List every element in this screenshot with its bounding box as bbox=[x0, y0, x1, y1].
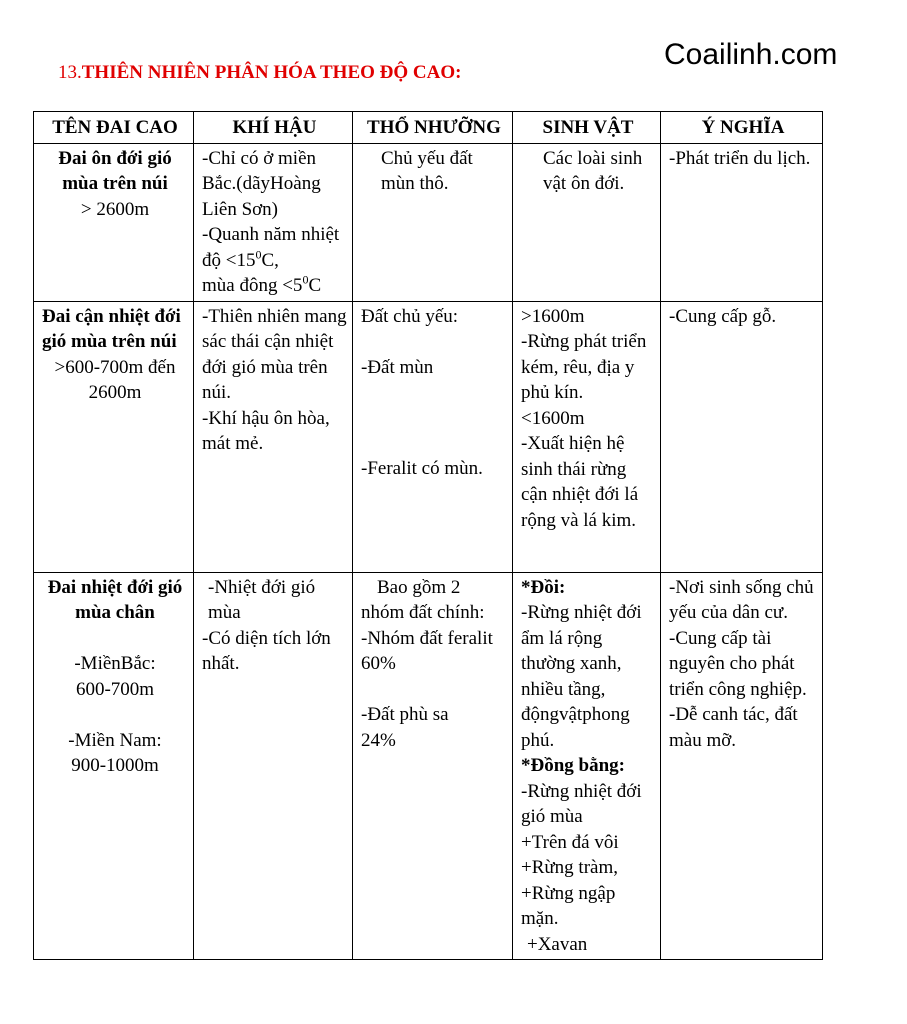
zone-range: 900-1000m bbox=[71, 755, 159, 776]
meaning-line: -Dễ canh tác, đất màu mỡ. bbox=[669, 704, 798, 751]
soil-item: -Đất mùn bbox=[361, 356, 434, 378]
soil-cell bbox=[353, 572, 513, 960]
title-number: 13. bbox=[58, 62, 82, 83]
meaning-text: -Phát triển du lịch. bbox=[669, 147, 811, 169]
soil-item: -Feralit có mùn. bbox=[361, 458, 483, 479]
soil-text: Chủ yếu đất mùn thô. bbox=[381, 147, 473, 194]
soil-intro: Bao gồm 2 nhóm đất chính: bbox=[361, 576, 485, 623]
meaning-text: -Cung cấp gỗ. bbox=[669, 305, 777, 327]
biota-line: +Xavan bbox=[527, 933, 588, 955]
soil-item: -Đất phù sa bbox=[361, 704, 449, 725]
biota-text: Các loài sinh vật ôn đới. bbox=[543, 147, 643, 194]
table-header-row bbox=[34, 112, 823, 144]
degree-sup: 0 bbox=[255, 247, 262, 262]
biota-line: -Xuất hiện hệ sinh thái rừng cận nhiệt đới lá rộng và lá kim. bbox=[521, 433, 639, 531]
soil-percent: 24% bbox=[361, 729, 396, 751]
zone-name: Đai nhiệt đới gió mùa chân bbox=[47, 576, 183, 623]
zone-name: Đai cận nhiệt đới gió mùa trên núi bbox=[42, 305, 181, 352]
biota-line: -Rừng nhiệt đới ẩm lá rộng thường xanh, nhiều tầng, độngvậtphong phú. bbox=[521, 602, 642, 751]
biota-cell bbox=[513, 301, 661, 572]
col-header-climate: KHÍ HẬU bbox=[194, 112, 353, 144]
climate-line: -Quanh năm nhiệt độ $<15^0C$, bbox=[202, 224, 340, 271]
col-header-biota: SINH VẬT bbox=[513, 112, 661, 144]
biota-line: +Rừng tràm, bbox=[521, 857, 619, 878]
climate-cell bbox=[194, 143, 353, 301]
meaning-cell bbox=[661, 301, 823, 572]
soil-item: -Nhóm đất feralit bbox=[361, 627, 493, 649]
document-title bbox=[58, 62, 461, 84]
table-row bbox=[34, 572, 823, 960]
soil-intro: Đất chủ yếu: bbox=[361, 305, 459, 327]
zone-name: Đai ôn đới gió mùa trên núi bbox=[58, 147, 172, 194]
zone-region: -Miền Nam: bbox=[68, 729, 162, 751]
biota-line: +Trên đá vôi bbox=[521, 831, 619, 853]
title-text: THIÊN NHIÊN PHÂN HÓA THEO ĐỘ CAO: bbox=[81, 62, 462, 83]
zone-region: -MiềnBắc: bbox=[74, 653, 156, 674]
zone-cell bbox=[34, 301, 194, 572]
climate-line: -Thiên nhiên mang sác thái cận nhiệt đới gió mùa trên núi. bbox=[202, 305, 347, 403]
meaning-cell bbox=[661, 572, 823, 960]
meaning-cell bbox=[661, 143, 823, 301]
climate-line: -Khí hậu ôn hòa, mát mẻ. bbox=[202, 407, 330, 454]
soil-cell bbox=[353, 301, 513, 572]
biota-line: >1600m bbox=[521, 305, 585, 327]
biota-heading: *Đồng bằng: bbox=[521, 755, 625, 776]
climate-cell bbox=[194, 572, 353, 960]
site-watermark: Coailinh.com bbox=[664, 38, 838, 71]
climate-line: -Chỉ có ở miền Bắc.(dãyHoàng Liên Sơn) bbox=[202, 147, 321, 220]
climate-cell bbox=[194, 301, 353, 572]
climate-line: -Nhiệt đới gió mùa bbox=[208, 576, 316, 623]
table-row bbox=[34, 301, 823, 572]
soil-cell bbox=[353, 143, 513, 301]
biota-cell bbox=[513, 143, 661, 301]
table-row bbox=[34, 143, 823, 301]
zone-range: > 2600m bbox=[80, 198, 150, 220]
zone-range: 600-700m bbox=[75, 678, 155, 700]
biota-line: <1600m bbox=[521, 407, 585, 429]
biota-cell bbox=[513, 572, 661, 960]
col-header-zone: TÊN ĐAI CAO bbox=[34, 112, 194, 144]
climate-line: mùa đông $<5^0C$ bbox=[202, 272, 322, 296]
zone-range: >600-700m đến 2600m bbox=[54, 356, 176, 403]
biota-heading: *Đồi: bbox=[521, 576, 566, 598]
biota-line: -Rừng nhiệt đới gió mùa bbox=[521, 780, 642, 827]
meaning-line: -Cung cấp tài nguyên cho phát triển công nghiệp. bbox=[669, 627, 807, 700]
altitude-zones-table bbox=[33, 111, 823, 960]
col-header-soil: THỔ NHƯỠNG bbox=[353, 112, 513, 144]
soil-percent: 60% bbox=[361, 653, 396, 674]
meaning-line: -Nơi sinh sống chủ yếu của dân cư. bbox=[669, 576, 814, 623]
climate-line: -Có diện tích lớn nhất. bbox=[202, 627, 331, 674]
degree-sup: 0 bbox=[302, 272, 309, 287]
biota-line: +Rừng ngập mặn. bbox=[521, 882, 616, 929]
col-header-meaning: Ý NGHĨA bbox=[661, 112, 823, 144]
zone-cell bbox=[34, 143, 194, 301]
biota-line: -Rừng phát triển kém, rêu, địa y phủ kín. bbox=[521, 331, 647, 403]
zone-cell bbox=[34, 572, 194, 960]
